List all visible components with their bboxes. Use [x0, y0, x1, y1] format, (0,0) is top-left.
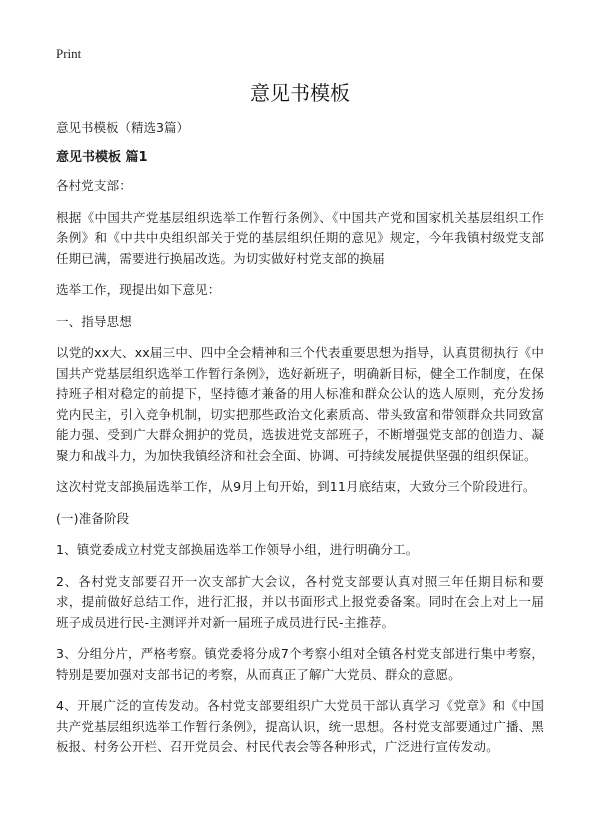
list-item-1: 1、镇党委成立村党支部换届选举工作领导小组，进行明确分工。: [56, 542, 419, 557]
paragraph-salutation: 各村党支部：: [56, 178, 132, 193]
heading-guiding-thought: 一、指导思想: [56, 313, 132, 329]
paragraph-guiding-thought: 以党的xx大、xx届三中、四中全会精神和三个代表重要思想为指导，认真贯彻执行《中国共产党基层组织选举工作暂行条例》，选好新班子，明确新目标，健全工作制度，在保持班子相对稳定的前提下，坚持德才兼备的用人标准和群众公认的选人原则，充分发扬党内民主，引入竞争机制，切实把那些政治文化素质高、带头致富和带领群众共同致富能力强、受到广大群众拥护的党员，选拔进党支部班子，不断增强党支部的创造力、凝聚力和战斗力，为加快我镇经济和社会全面、协调、可持续发展提供坚强的组织保证。: [56, 345, 544, 463]
paragraph-basis: 根据《中国共产党基层组织选举工作暂行条例》、《中国共产党和国家机关基层组织工作条例》和《中共中央组织部关于党的基层组织任期的意见》规定，今年我镇村级党支部任期已满，需要进行换届改选。为切实做好村党支部的换届: [56, 209, 544, 266]
print-label: Print: [56, 46, 82, 61]
list-item-2: 2、各村党支部要召开一次支部扩大会议，各村党支部要认真对照三年任期目标和要求，提前做好总结工作，进行汇报，并以书面形式上报党委备案。同时在会上对上一届班子成员进行民-主测评并对新一届班子成员进行民-主推荐。: [56, 573, 544, 630]
section-heading: 意见书模板 篇1: [56, 150, 148, 165]
document-body: [56, 176, 544, 758]
list-item-3: 3、分组分片，严格考察。镇党委将分成7个考察小组对全镇各村党支部进行集中考察，特别是要加强对支部书记的考察，从而真正了解广大党员、群众的意愿。: [56, 646, 544, 682]
list-item-4: 4、开展广泛的宣传发动。各村党支部要组织广大党员干部认真学习《党章》和《中国共产党基层组织选举工作暂行条例》，提高认识，统一思想。各村党支部要通过广播、黑板报、村务公开栏、召开党员会、村民代表会等各种形式，广泛进行宣传发动。: [56, 698, 544, 754]
document-title: 意见书模板: [250, 81, 350, 105]
document-subtitle: 意见书模板（精选3篇）: [56, 120, 189, 135]
paragraph-basis-continued: 选举工作，现提出如下意见：: [56, 282, 221, 297]
heading-preparation-stage: (一)准备阶段: [56, 510, 130, 526]
paragraph-timeline: 这次村党支部换届选举工作，从9月上旬开始，到11月底结束，大致分三个阶段进行。: [56, 479, 536, 494]
